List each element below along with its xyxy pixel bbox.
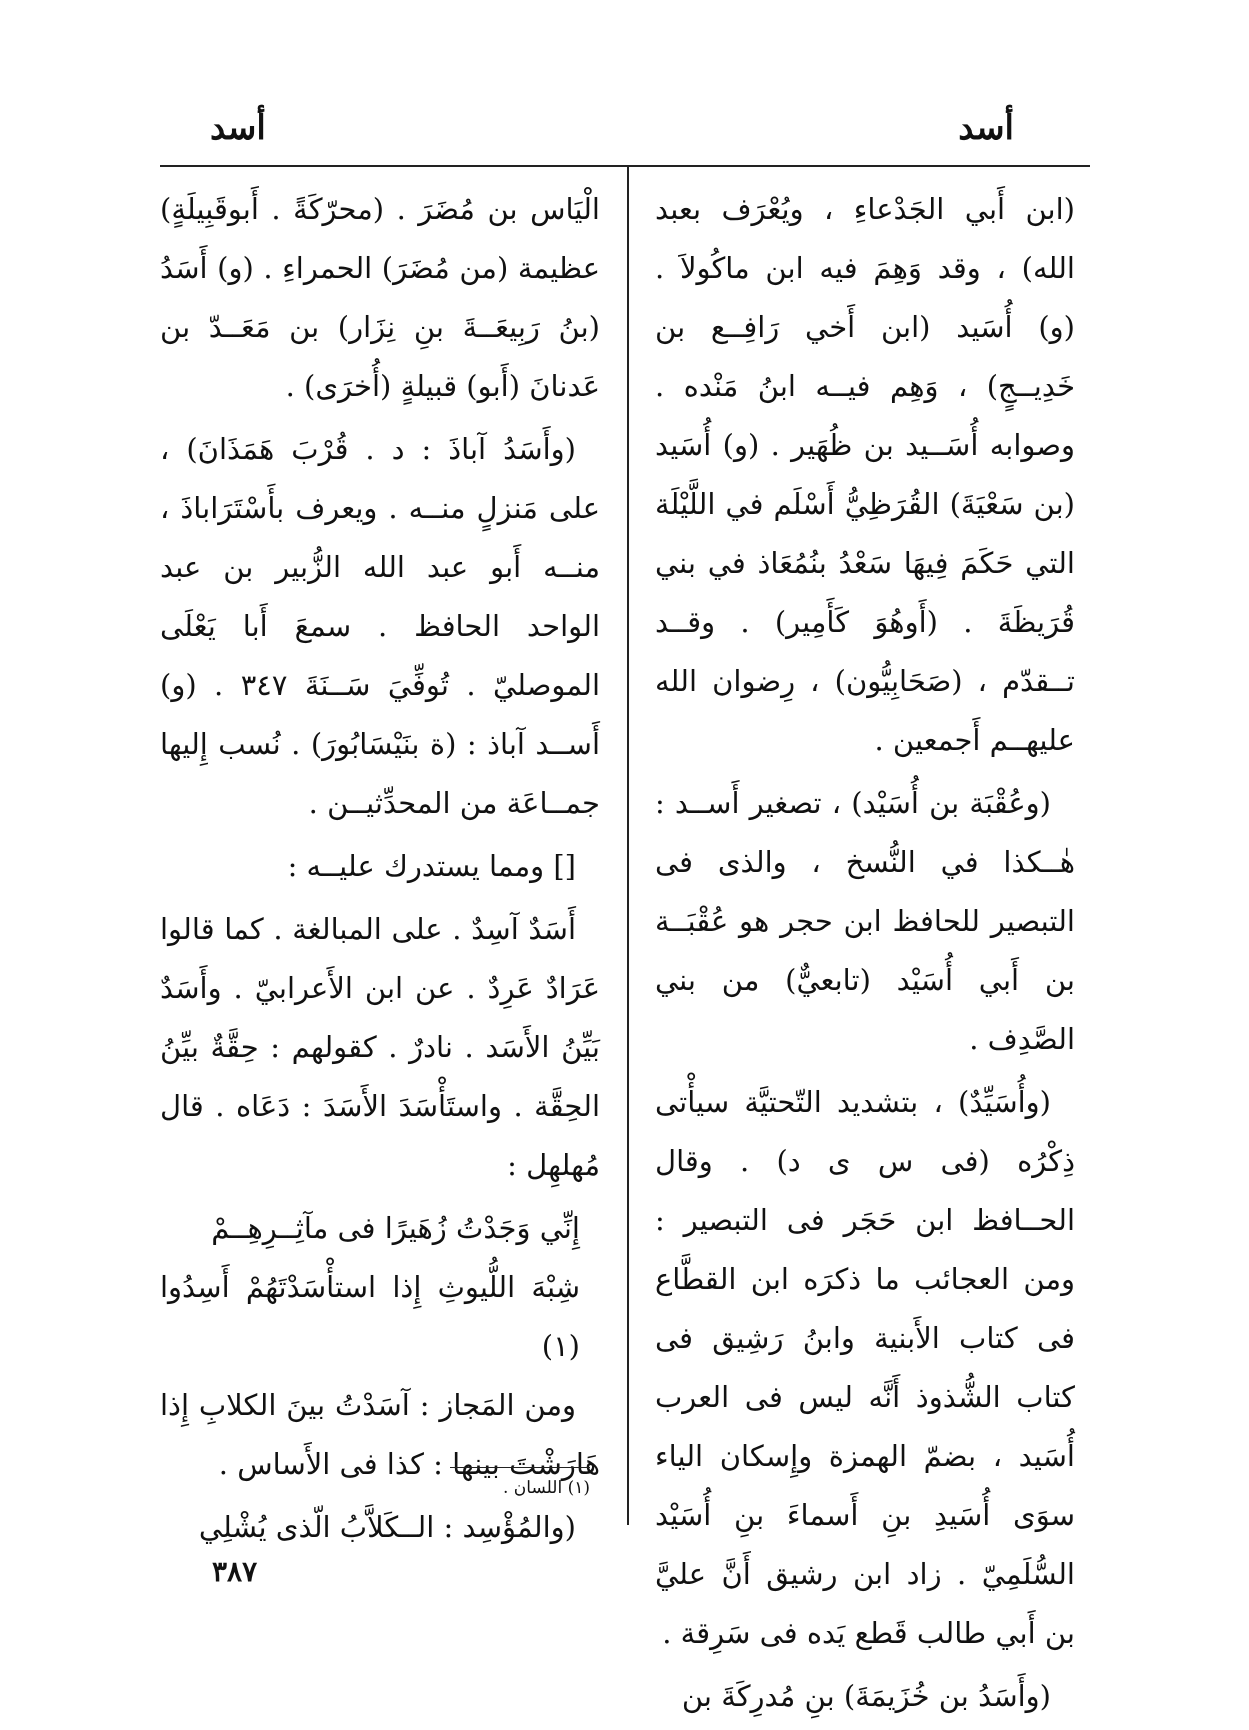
- running-header-left: أسد: [210, 108, 266, 148]
- right-paragraph-1: (ابن أَبي الجَدْعاءِ ، ويُعْرَف بعبد الله) ، وقد وَهِمَ فيه ابن ماكُولاَ . (و) أُسَيد (ابن أَخي رَافِــع بن خَدِيــجٍ) ، وَهِم فيــه ابنُ مَنْده . وصوابه أُسَــيد بن ظُهَير . (و) أُسَيد (بن سَعْيَةَ) القُرَظِيُّ أَسْلَم في اللَّيْلَة التي حَكَمَ فِيهَا سَعْدُ بنُمُعَاذ في بني قُرَيظَةَ . (أَوهُوَ كَأَمِير) . وقــد تــقدّم ، (صَحَابِيُّون) ، رِضوان الله عليهــم أَجمعين .: [655, 192, 1075, 757]
- left-paragraph-6: (والمُؤْسِد : الــكَلاَّبُ الّذى يُشْلِي: [198, 1510, 576, 1544]
- footnote: (١) اللسان .: [503, 1478, 590, 1498]
- column-divider: [627, 165, 629, 1525]
- header-rule: [160, 165, 1090, 167]
- verse-line-1: إِنِّي وَجَدْتُ زُهَيرًا فى مآثِــرِهِــمْ: [211, 1211, 580, 1245]
- right-paragraph-3: (وأُسَيِّدٌ) ، بتشديد التّحتيَّة سيأْتى ذِكْرُه (فى س ى د) . وقال الحــافظ ابن حَجَر فى التبصير : ومن العجائب ما ذكرَه ابن القطَّاع فى كتاب الأَبنية وابنُ رَشِيق فى كتاب الشُّذوذ أَنَّه ليس فى العرب أُسَيد ، بضمّ الهمزة وإِسكان الياء سوَى أُسَيدِ بنِ أَسماءَ بنِ أُسَيْد السُّلَمِيّ . زاد ابن رشيق أَنَّ عليَّ بن أَبي طالب قَطع يَده فى سَرِقة .: [655, 1085, 1075, 1650]
- footnote-rule: [450, 1467, 590, 1468]
- left-paragraph-3: [] ومما يستدرك عليــه :: [287, 849, 576, 883]
- right-paragraph-2: (وعُقْبَة بن أُسَيْد) ، تصغير أَســد : هٰــكذا في النُّسخ ، والذى فى التبصير للحافظ ابن حجر هو عُقْبَــة بن أَبي أُسَيْد (تابعيٌّ) من بني الصَّدِف .: [655, 786, 1075, 1056]
- running-header-right: أسد: [958, 108, 1014, 148]
- left-paragraph-2: (وأَسَدُ آباذَ : د . قُرْبَ هَمَذَانَ) ، على مَنزلٍ منــه . ويعرف بأَسْتَرَاباذَ ، منــه أَبو عبد الله الزُّبير بن عبد الواحد الحافظ . سمعَ أَبا يَعْلَى الموصليّ . تُوفِّيَ سَــنَةَ ٣٤٧ . (و) أَســد آباذ : (ة بنَيْسَابُورَ) . نُسب إِليها جمــاعَة من المحدِّثيــن .: [160, 432, 600, 820]
- right-column: [655, 180, 1075, 1730]
- left-paragraph-1: الْيَاس بن مُضَرَ . (محرّكَةً . أَبوقَبِيلَةٍ) عظيمة (من مُضَرَ) الحمراءِ . (و) أَسَدُ (بنُ رَبِيعَــةَ بنِ نِزَار) بن مَعَــدّ بن عَدنانَ (أَبو) قبيلةٍ (أُخرَى) .: [160, 192, 600, 403]
- verse-line-2: شِبْهَ اللُّيوثِ إِذا استأْسَدْتَهُمْ أَسِدُوا (١): [160, 1270, 580, 1363]
- left-column: [160, 180, 600, 1561]
- page-number: ٣٨٧: [212, 1555, 258, 1588]
- left-paragraph-4: أَسَدٌ آسِدٌ . على المبالغة . كما قالوا عَرَادٌ عَرِدٌ . عن ابن الأَعرابيّ . وأَسَدٌ بَيِّنُ الأَسَد . نادرٌ . كقولهم : حِقَّةٌ بيِّنُ الحِقَّة . واستَأْسَدَ الأَسَدَ : دَعَاه . قال مُهلهِل :: [160, 912, 600, 1182]
- left-paragraph-5: ومن المَجاز : آسَدْتُ بينَ الكلابِ إِذا هَارَشْتَ بينها : كذا فى الأَساس .: [160, 1388, 600, 1481]
- right-paragraph-4: (وأَسَدُ بن خُزَيمَةَ) بنِ مُدرِكَةَ بن: [681, 1679, 1051, 1713]
